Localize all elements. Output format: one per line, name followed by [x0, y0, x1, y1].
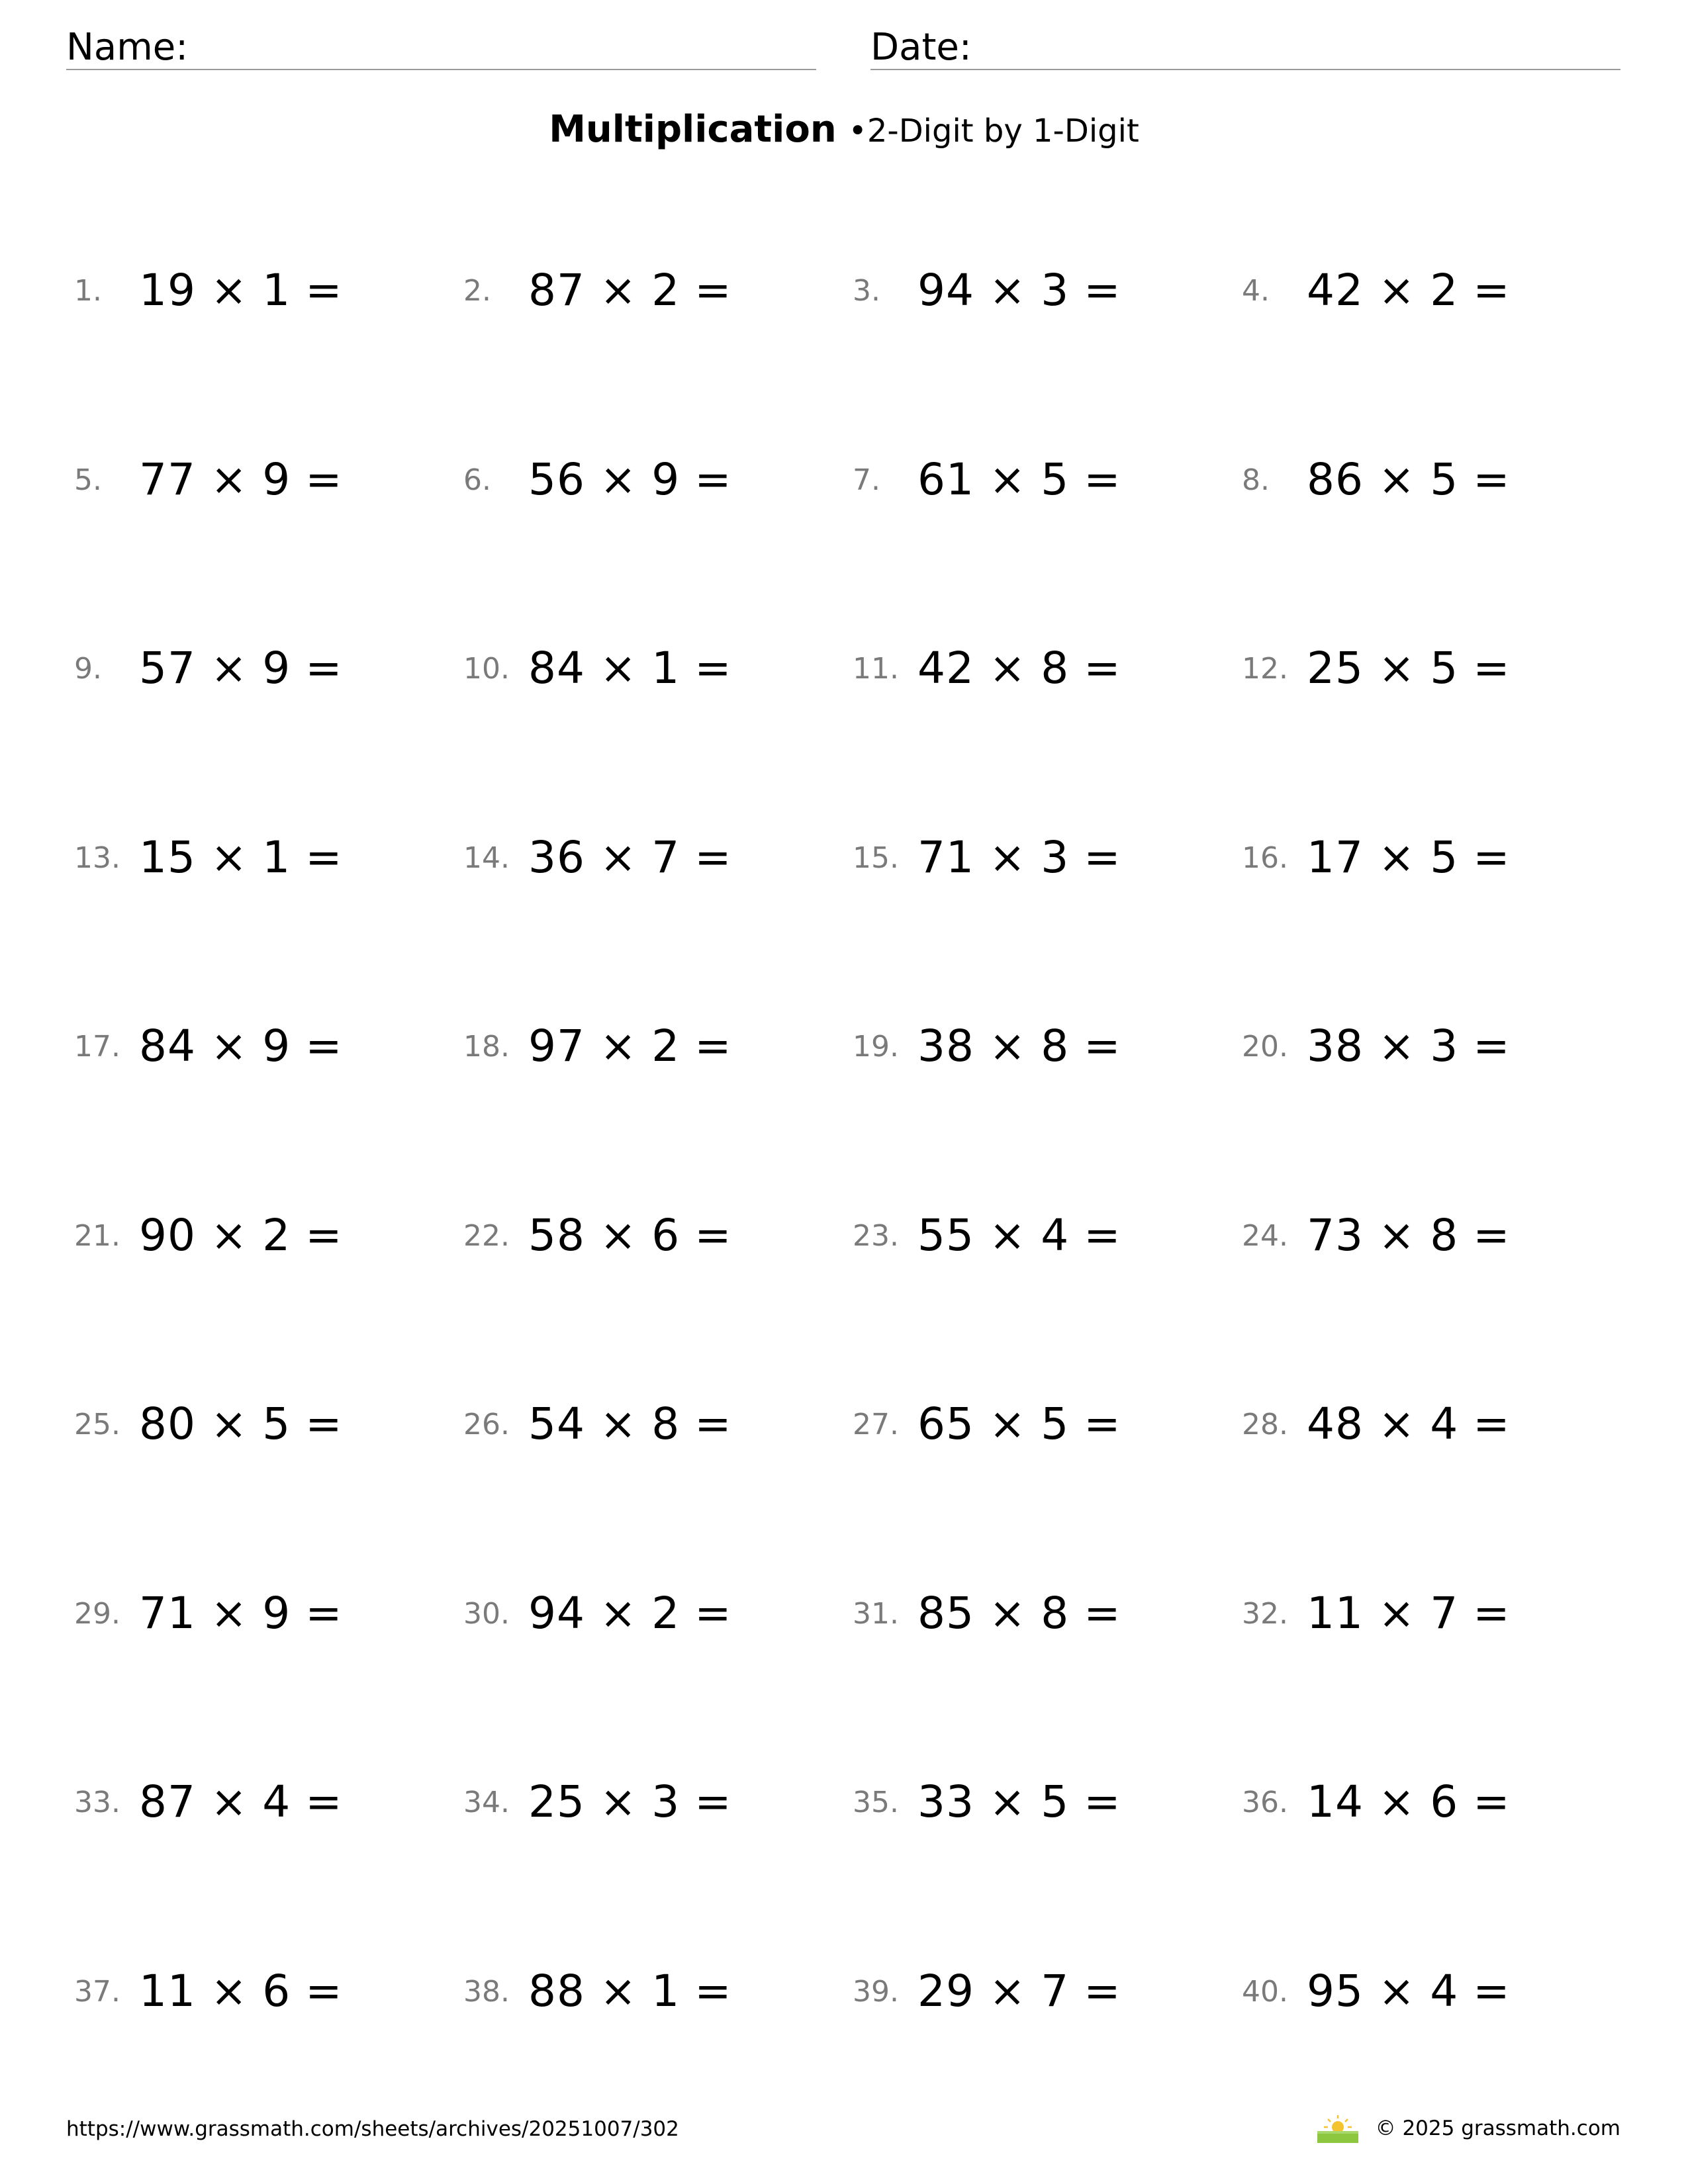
problem-number: 19.	[853, 1030, 899, 1064]
problem-number: 5.	[74, 463, 102, 497]
problem-item	[463, 1586, 847, 1646]
problem-number: 6.	[463, 463, 491, 497]
problem-number: 24.	[1242, 1219, 1288, 1253]
problem-item	[463, 1775, 847, 1835]
problem-item	[74, 1775, 458, 1835]
problem-number: 32.	[1242, 1597, 1288, 1631]
problem-expression: 71 × 9 =	[139, 1588, 343, 1639]
problem-expression: 38 × 8 =	[917, 1021, 1121, 1071]
problem-expression: 55 × 4 =	[917, 1210, 1121, 1261]
problem-item	[853, 1586, 1237, 1646]
problem-number: 3.	[853, 274, 880, 308]
problem-expression: 94 × 2 =	[528, 1588, 732, 1639]
problem-expression: 61 × 5 =	[917, 454, 1121, 505]
problem-expression: 11 × 7 =	[1307, 1588, 1511, 1639]
problem-number: 39.	[853, 1975, 899, 2009]
problem-expression: 11 × 6 =	[139, 1966, 343, 2017]
problem-expression: 58 × 6 =	[528, 1210, 732, 1261]
problem-item	[74, 641, 458, 701]
problem-item	[74, 1397, 458, 1457]
problem-expression: 25 × 3 =	[528, 1776, 732, 1827]
problem-expression: 73 × 8 =	[1307, 1210, 1511, 1261]
problem-item	[463, 1397, 847, 1457]
date-field[interactable]	[870, 23, 1620, 70]
problem-number: 33.	[74, 1786, 120, 1819]
problem-expression: 94 × 3 =	[917, 265, 1121, 316]
problem-expression: 65 × 5 =	[917, 1398, 1121, 1449]
problem-number: 28.	[1242, 1408, 1288, 1441]
problem-expression: 19 × 1 =	[139, 265, 343, 316]
name-label: Name:	[66, 26, 189, 69]
problem-item	[74, 1019, 458, 1079]
problem-expression: 90 × 2 =	[139, 1210, 343, 1261]
problem-item	[1242, 453, 1626, 512]
problem-number: 18.	[463, 1030, 510, 1064]
problem-item	[1242, 1208, 1626, 1268]
problem-expression: 38 × 3 =	[1307, 1021, 1511, 1071]
problem-number: 11.	[853, 652, 899, 686]
problem-number: 7.	[853, 463, 880, 497]
problem-item	[1242, 1775, 1626, 1835]
problem-item	[853, 453, 1237, 512]
problem-number: 12.	[1242, 652, 1288, 686]
sun-over-grass-icon	[1315, 2114, 1361, 2143]
problem-expression: 71 × 3 =	[917, 832, 1121, 883]
problem-number: 10.	[463, 652, 510, 686]
problem-expression: 87 × 2 =	[528, 265, 732, 316]
problem-number: 9.	[74, 652, 102, 686]
problem-item	[853, 263, 1237, 323]
problem-item	[1242, 1586, 1626, 1646]
problem-item	[853, 1775, 1237, 1835]
problem-expression: 56 × 9 =	[528, 454, 732, 505]
problem-expression: 85 × 8 =	[917, 1588, 1121, 1639]
problem-item	[1242, 1964, 1626, 2024]
problem-number: 36.	[1242, 1786, 1288, 1819]
problem-item	[853, 1964, 1237, 2024]
problem-expression: 33 × 5 =	[917, 1776, 1121, 1827]
problem-number: 23.	[853, 1219, 899, 1253]
problem-item	[463, 831, 847, 890]
title-separator: •	[848, 113, 867, 150]
problem-expression: 29 × 7 =	[917, 1966, 1121, 2017]
problem-item	[74, 831, 458, 890]
problem-expression: 80 × 5 =	[139, 1398, 343, 1449]
problem-item	[463, 1964, 847, 2024]
date-label: Date:	[870, 26, 972, 69]
problem-number: 20.	[1242, 1030, 1288, 1064]
footer-copyright: © 2025 grassmath.com	[1375, 2116, 1620, 2140]
problem-number: 8.	[1242, 463, 1270, 497]
problem-item	[74, 453, 458, 512]
problem-number: 40.	[1242, 1975, 1288, 2009]
problem-number: 30.	[463, 1597, 510, 1631]
problem-item	[463, 263, 847, 323]
footer-url: https://www.grassmath.com/sheets/archives/20251007/302	[66, 2117, 679, 2141]
problem-expression: 14 × 6 =	[1307, 1776, 1511, 1827]
problem-expression: 54 × 8 =	[528, 1398, 732, 1449]
problem-expression: 86 × 5 =	[1307, 454, 1511, 505]
problem-item	[74, 1964, 458, 2024]
problem-number: 14.	[463, 841, 510, 875]
problem-item	[463, 1019, 847, 1079]
problem-item	[1242, 1397, 1626, 1457]
problem-item	[74, 1208, 458, 1268]
problem-number: 1.	[74, 274, 102, 308]
problem-expression: 36 × 7 =	[528, 832, 732, 883]
problem-item	[1242, 641, 1626, 701]
problem-number: 35.	[853, 1786, 899, 1819]
problem-expression: 95 × 4 =	[1307, 1966, 1511, 2017]
problem-number: 38.	[463, 1975, 510, 2009]
problem-expression: 42 × 8 =	[917, 643, 1121, 694]
worksheet-title	[0, 106, 1688, 155]
problem-item	[1242, 1019, 1626, 1079]
problem-expression: 97 × 2 =	[528, 1021, 732, 1071]
problem-item	[74, 1586, 458, 1646]
problem-number: 17.	[74, 1030, 120, 1064]
problem-expression: 87 × 4 =	[139, 1776, 343, 1827]
title-main: Multiplication	[549, 108, 837, 151]
problem-item	[463, 453, 847, 512]
name-field[interactable]	[66, 23, 816, 70]
problem-item	[853, 831, 1237, 890]
problem-expression: 84 × 1 =	[528, 643, 732, 694]
problem-expression: 88 × 1 =	[528, 1966, 732, 2017]
problem-item	[463, 1208, 847, 1268]
problem-number: 22.	[463, 1219, 510, 1253]
footer-branding	[1315, 2115, 1620, 2142]
problem-item	[1242, 263, 1626, 323]
problem-number: 31.	[853, 1597, 899, 1631]
problem-item	[74, 263, 458, 323]
title-subtitle: 2-Digit by 1-Digit	[867, 113, 1139, 150]
problem-expression: 25 × 5 =	[1307, 643, 1511, 694]
problem-number: 13.	[74, 841, 120, 875]
problem-item	[853, 1019, 1237, 1079]
problem-item	[853, 1397, 1237, 1457]
problem-item	[853, 641, 1237, 701]
problem-expression: 17 × 5 =	[1307, 832, 1511, 883]
problem-expression: 57 × 9 =	[139, 643, 343, 694]
problem-number: 15.	[853, 841, 899, 875]
problem-number: 2.	[463, 274, 491, 308]
problem-expression: 48 × 4 =	[1307, 1398, 1511, 1449]
problem-item	[1242, 831, 1626, 890]
problem-number: 37.	[74, 1975, 120, 2009]
problem-item	[853, 1208, 1237, 1268]
problem-number: 25.	[74, 1408, 120, 1441]
problem-number: 26.	[463, 1408, 510, 1441]
problem-expression: 77 × 9 =	[139, 454, 343, 505]
problem-number: 16.	[1242, 841, 1288, 875]
problem-number: 21.	[74, 1219, 120, 1253]
problem-expression: 42 × 2 =	[1307, 265, 1511, 316]
problem-item	[463, 641, 847, 701]
problem-number: 29.	[74, 1597, 120, 1631]
problem-number: 27.	[853, 1408, 899, 1441]
problem-number: 4.	[1242, 274, 1270, 308]
problem-expression: 15 × 1 =	[139, 832, 343, 883]
problem-expression: 84 × 9 =	[139, 1021, 343, 1071]
problem-number: 34.	[463, 1786, 510, 1819]
